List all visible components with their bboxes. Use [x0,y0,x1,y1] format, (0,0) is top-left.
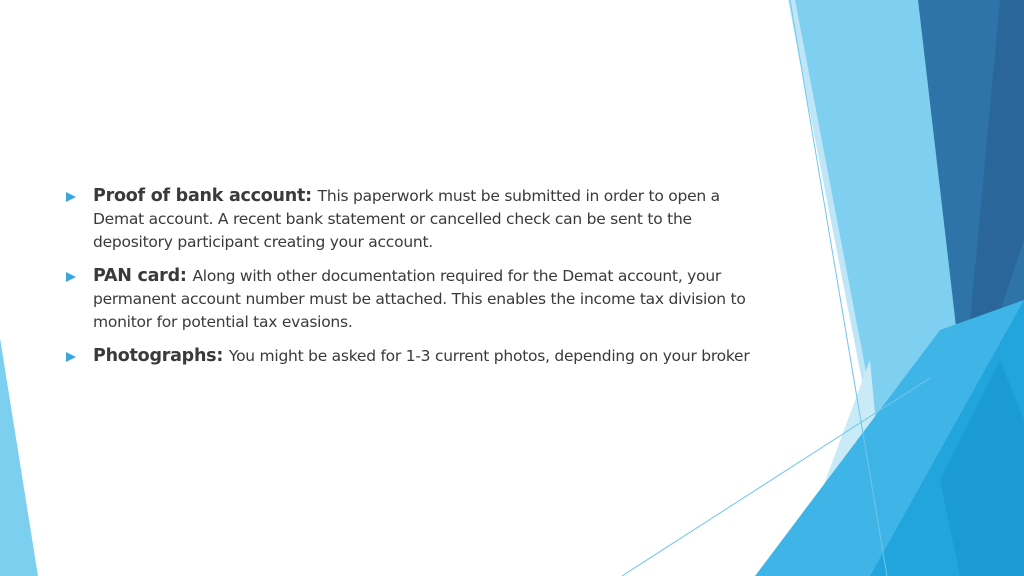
triangle-bullet-icon [66,272,76,282]
bullet-term: PAN card: [93,266,193,286]
bullet-list [64,185,774,379]
list-item [64,185,774,254]
triangle-bullet-icon [66,352,76,362]
bullet-term: Proof of bank account: [93,186,318,206]
list-item [64,345,774,368]
bullet-term: Photographs: [93,346,229,366]
left-accent-sliver [0,338,38,576]
list-item [64,265,774,334]
bullet-description: Along with other documentation required for the Demat account, your permanent account number must be attached. This enables the income tax division to monitor for potential tax evasions. [93,267,746,331]
bullet-description: This paperwork must be submitted in order to open a Demat account. A recent bank statement or cancelled check can be sent to the depository participant creating your account. [93,187,720,251]
triangle-bullet-icon [66,192,76,202]
bullet-description: You might be asked for 1-3 current photos, depending on your broker [228,347,750,365]
